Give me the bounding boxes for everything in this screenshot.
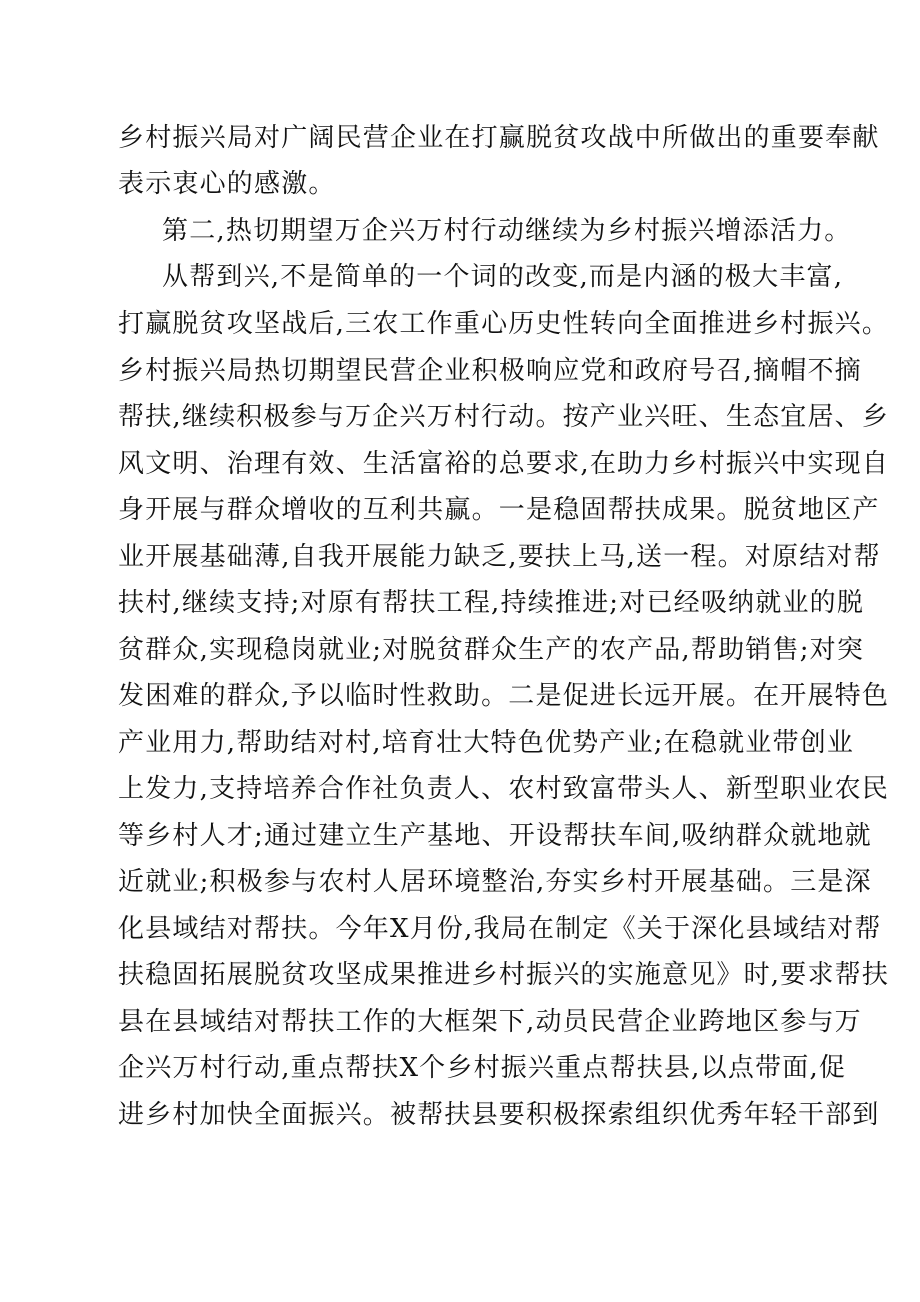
- text-line: 等乡村人才;通过建立生产基地、开设帮扶车间,吸纳群众就地就: [118, 821, 872, 851]
- text-line: 业开展基础薄,自我开展能力缺乏,要扶上马,送一程。对原结对帮: [118, 542, 881, 572]
- text-line: 进乡村加快全面振兴。被帮扶县要积极探索组织优秀年轻干部到: [118, 1100, 880, 1130]
- text-line: 企兴万村行动,重点帮扶X个乡村振兴重点帮扶县,以点带面,促: [118, 1053, 847, 1083]
- text-line: 身开展与群众增收的互利共赢。一是稳固帮扶成果。脱贫地区产: [118, 495, 880, 525]
- text-line: 化县域结对帮扶。今年X月份,我局在制定《关于深化县域结对帮: [118, 914, 882, 944]
- text-line: 从帮到兴,不是简单的一个词的改变,而是内涵的极大丰富,: [162, 262, 844, 292]
- text-line: 产业用力,帮助结对村,培育壮大特色优势产业;在稳就业带创业: [118, 728, 855, 758]
- text-line: 乡村振兴局对广阔民营企业在打赢脱贫攻战中所做出的重要奉献: [118, 123, 880, 153]
- text-line: 县在县域结对帮扶工作的大框架下,动员民营企业跨地区参与万: [118, 1007, 862, 1037]
- text-line: 扶稳固拓展脱贫攻坚成果推进乡村振兴的实施意见》时,要求帮扶: [118, 960, 890, 990]
- text-line: 上发力,支持培养合作社负责人、农村致富带头人、新型职业农民: [118, 774, 890, 804]
- text-line: 表示衷心的感激。: [118, 169, 336, 199]
- text-line: 扶村,继续支持;对原有帮扶工程,持续推进;对已经吸纳就业的脱: [118, 588, 865, 618]
- text-line: 打赢脱贫攻坚战后,三农工作重心历史性转向全面推进乡村振兴。: [118, 309, 890, 339]
- text-line: 帮扶,继续积极参与万企兴万村行动。按产业兴旺、生态宜居、乡: [118, 402, 890, 432]
- text-line: 近就业;积极参与农村人居环境整治,夯实乡村开展基础。三是深: [118, 867, 872, 897]
- text-line: 乡村振兴局热切期望民营企业积极响应党和政府号召,摘帽不摘: [118, 356, 862, 386]
- text-line: 贫群众,实现稳岗就业;对脱贫群众生产的农产品,帮助销售;对突: [118, 635, 865, 665]
- section-heading: 第二,热切期望万企兴万村行动继续为乡村振兴增添活力。: [162, 216, 852, 246]
- text-line: 风文明、治理有效、生活富裕的总要求,在助力乡村振兴中实现自: [118, 449, 890, 479]
- text-line: 发困难的群众,予以临时性救助。二是促进长远开展。在开展特色: [118, 681, 890, 711]
